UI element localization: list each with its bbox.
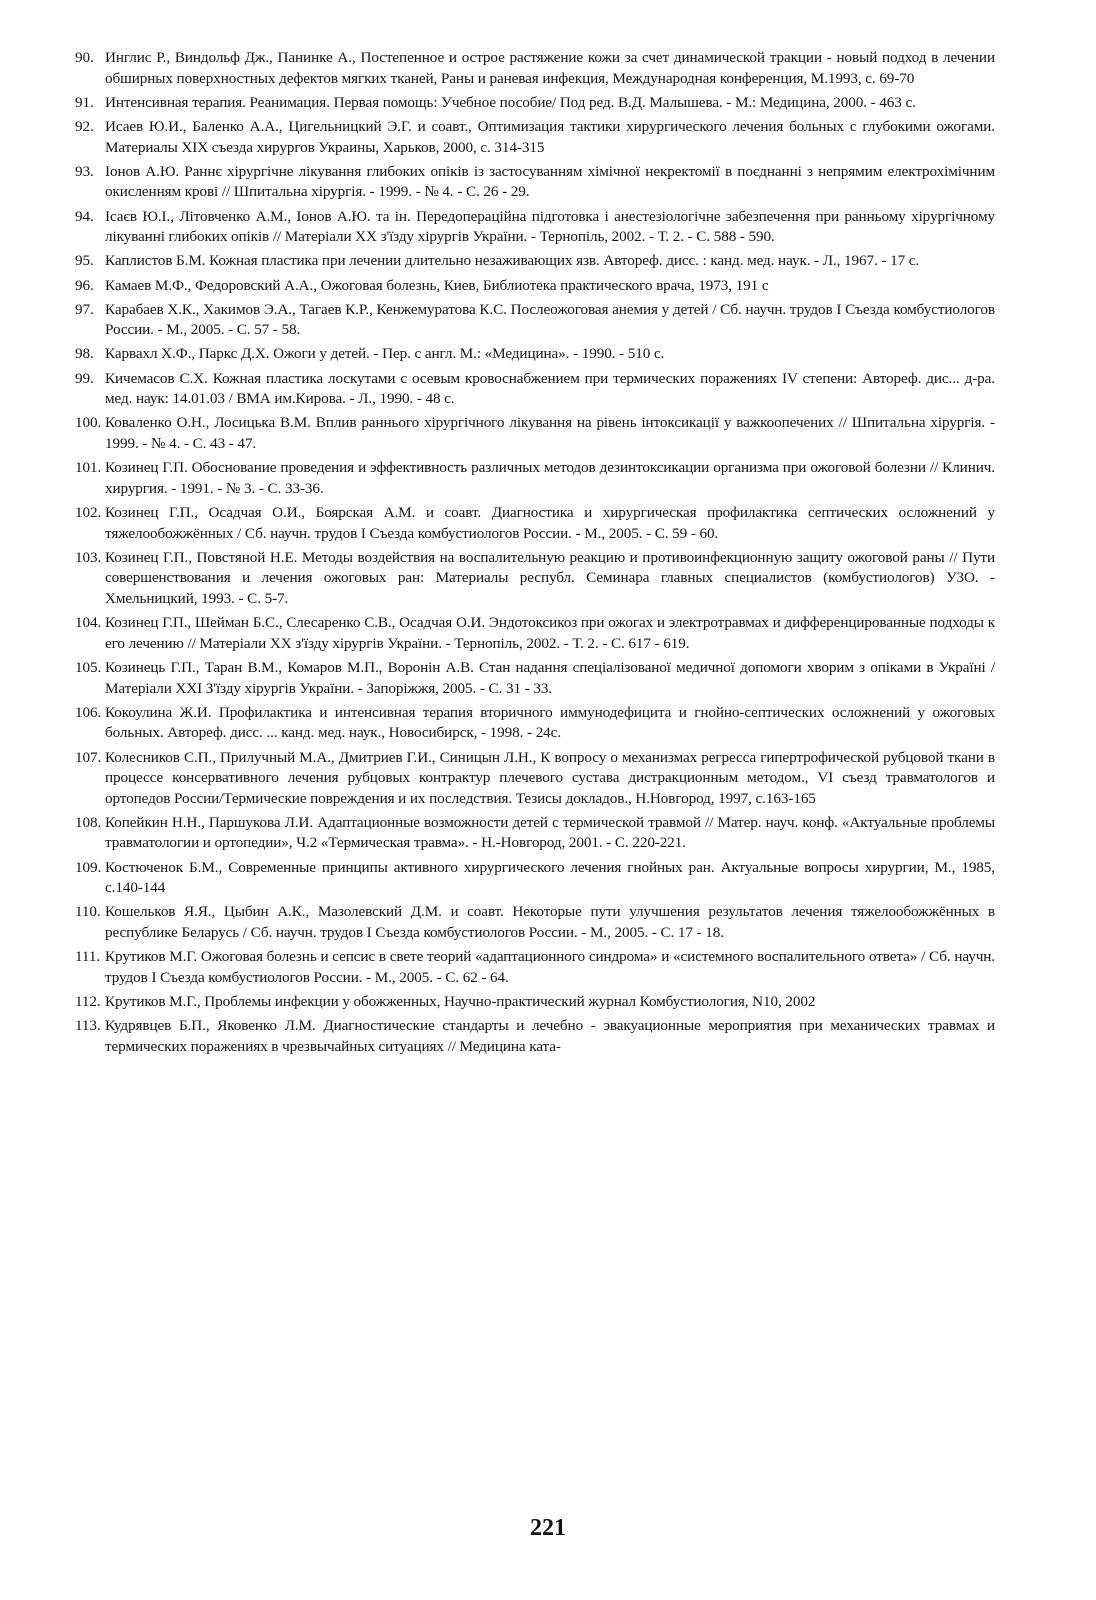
reference-number: 112.	[75, 993, 101, 1010]
reference-number: 111.	[75, 948, 101, 966]
reference-text: Кудрявцев Б.П., Яковенко Л.М. Диагностические стандарты и лечебно - эвакуационные мероприятия при механических травмах и термических поражениях в чрезвычайных ситуациях // Медицина ката-	[105, 1017, 995, 1055]
reference-text: Кошельков Я.Я., Цыбин А.К., Мазолевский Д.М. и соавт. Некоторые пути улучшения результатов лечения тяжелообожжённых в республике Беларусь / Сб. научн. трудов I Съезда комбустиологов России. - М., 2005. - С. 17 - 18.	[105, 903, 995, 942]
reference-text: Карвахл Х.Ф., Паркс Д.Х. Ожоги у детей. - Пер. с англ. М.: «Медицина». - 1990. - 510 с.	[105, 345, 665, 363]
reference-item	[75, 992, 995, 1013]
reference-item	[75, 658, 995, 699]
reference-text: Козинец Г.П., Повстяной Н.Е. Методы воздействия на воспалительную реакцию и противоинфекционную защиту ожоговой раны // Пути совершенствования и лечения ожоговых ран: Материалы республ. Семинара главных специалистов (комбустиологов) УЗО. - Хмельницкий, 1993. - С. 5-7.	[105, 548, 995, 607]
reference-text: Козинец Г.П. Обоснование проведения и эффективность различных методов дезинтоксикации организма при ожоговой болезни // Клинич. хирургия. - 1991. - № 3. - С. 33-36.	[105, 459, 995, 497]
reference-number: 90.	[75, 49, 94, 66]
reference-number: 96.	[75, 276, 94, 294]
reference-number: 97.	[75, 300, 94, 318]
reference-number: 109.	[75, 858, 102, 876]
reference-item	[75, 813, 995, 854]
reference-text: Колесников С.П., Прилучный М.А., Дмитриев Г.И., Синицын Л.Н., К вопросу о механизмах регресса гипертрофической рубцовой ткани в процессе консервативного лечения рубцовых контрактур плечевого сустава дистракционным методом., VI съезд травматологов и ортопедов России/Термические повреждения и их последствия. Тезисы докладов., Н.Новгород, 1997, с.163-165	[105, 748, 995, 807]
reference-text: Костюченок Б.М., Современные принципы активного хирургического лечения гнойных ран. Актуальные вопросы хирургии, М., 1985, с.140-144	[105, 858, 995, 897]
reference-item	[75, 902, 995, 943]
reference-item	[75, 748, 995, 810]
reference-number: 91.	[75, 93, 94, 111]
reference-text: Каплистов Б.М. Кожная пластика при лечении длительно незаживающих язв. Автореф. дисс. : канд. мед. наук. - Л., 1967. - 17 с.	[105, 252, 920, 270]
reference-number: 101.	[75, 459, 102, 477]
reference-text: Кичемасов С.Х. Кожная пластика лоскутами с осевым кровоснабжением при термических поражениях IV степени: Автореф. дис... д-ра. мед. наук: 14.01.03 / ВМА им.Кирова. - Л., 1990. - 48 с.	[105, 369, 995, 408]
reference-item	[75, 413, 995, 454]
reference-text: Ісаєв Ю.І., Літовченко А.М., Іонов А.Ю. та ін. Передопераційна підготовка і анестезіологічне забезпечення при ранньому хірургічному лікуванні глибоких опіків // Матеріали ХХ з'їзду хірургів України. - Тернопіль, 2002. - Т. 2. - С. 588 - 590.	[105, 207, 995, 246]
reference-item	[75, 117, 995, 158]
reference-number: 98.	[75, 345, 94, 363]
reference-number: 104.	[75, 614, 102, 632]
reference-item	[75, 93, 995, 114]
reference-text: Коваленко О.Н., Лосицька В.М. Вплив раннього хірургічного лікування на рівень інтоксикації у важкоопечених // Шпитальна хірургія. - 1999. - № 4. - С. 43 - 47.	[105, 414, 995, 453]
reference-text: Крутиков М.Г. Ожоговая болезнь и сепсис в свете теорий «адаптационного синдрома» и «системного воспалительного ответа» / Сб. научн. трудов I Съезда комбустиологов России. - М., 2005. - С. 62 - 64.	[105, 948, 995, 986]
reference-item	[75, 162, 995, 203]
reference-item	[75, 369, 995, 410]
reference-item	[75, 251, 995, 272]
reference-text: Интенсивная терапия. Реанимация. Первая помощь: Учебное пособие/ Под ред. В.Д. Малышева. - М.: Медицина, 2000. - 463 с.	[105, 93, 916, 111]
reference-number: 105.	[75, 658, 102, 676]
reference-number: 94.	[75, 207, 94, 225]
reference-number: 92.	[75, 117, 94, 135]
reference-item	[75, 503, 995, 544]
reference-item	[75, 548, 995, 610]
reference-item	[75, 48, 995, 89]
reference-list	[75, 48, 995, 1061]
reference-number: 108.	[75, 813, 102, 831]
reference-text: Исаев Ю.И., Баленко А.А., Цигельницкий Э.Г. и соавт., Оптимизация тактики хирургического лечения больных с глубокими ожогами. Материалы XIX съезда хирургов Украины, Харьков, 2000, с. 314-315	[105, 117, 995, 156]
reference-number: 113.	[75, 1017, 101, 1035]
reference-number: 107.	[75, 748, 102, 766]
reference-item	[75, 613, 995, 654]
reference-number: 110.	[75, 903, 101, 921]
reference-item	[75, 276, 995, 297]
reference-text: Іонов А.Ю. Раннє хірургічне лікування глибоких опіків із застосуванням хімічної некректомії в поєднанні з непрямим електрохімічним окисленням крові // Шпитальна хірургія. - 1999. - № 4. - С. 26 - 29.	[105, 162, 995, 201]
reference-text: Козинець Г.П., Таран В.М., Комаров М.П., Воронін А.В. Стан надання спеціалізованої медичної допомоги хворим з опіками в Україні / Матеріали XXI З'їзду хірургів України. - Запоріжжя, 2005. - С. 31 - 33.	[105, 658, 995, 697]
reference-text: Инглис Р., Виндольф Дж., Панинке А., Постепенное и острое растяжение кожи за счет динамической тракции - новый подход в лечении обширных поверхностных дефектов мягких тканей, Раны и раневая инфекция, Международная конференция, М.1993, с. 69-70	[105, 49, 995, 87]
reference-item	[75, 458, 995, 499]
reference-text: Крутиков М.Г., Проблемы инфекции у обожженных, Научно-практический журнал Комбустиология, N10, 2002	[105, 993, 816, 1010]
reference-text: Козинец Г.П., Шейман Б.С., Слесаренко С.В., Осадчая О.И. Эндотоксикоз при ожогах и электротравмах и дифференцированные подходы к его лечению // Матеріали ХХ з'їзду хірургів України. - Тернопіль, 2002. - Т. 2. - С. 617 - 619.	[105, 614, 995, 652]
reference-text: Камаев М.Ф., Федоровский А.А., Ожоговая болезнь, Киев, Библиотека практического врача, 1973, 191 с	[105, 276, 769, 294]
reference-text: Карабаев Х.К., Хакимов Э.А., Тагаев К.Р., Кенжемуратова К.С. Послеожоговая анемия у детей / Сб. научн. трудов I Съезда комбустиологов России. - М., 2005. - С. 57 - 58.	[105, 300, 995, 339]
reference-text: Кокоулина Ж.И. Профилактика и интенсивная терапия вторичного иммунодефицита и гнойно-септических осложнений у ожоговых больных. Автореф. дисс. ... канд. мед. наук., Новосибирск, - 1998. - 24с.	[105, 703, 995, 742]
reference-item	[75, 947, 995, 988]
reference-text: Козинец Г.П., Осадчая О.И., Боярская А.М. и соавт. Диагностика и хирургическая профилактика септических осложнений у тяжелообожжённых / Сб. научн. трудов I Съезда комбустиологов России. - М., 2005. - С. 59 - 60.	[105, 504, 995, 542]
reference-number: 100.	[75, 414, 102, 432]
reference-number: 99.	[75, 369, 94, 387]
reference-item	[75, 300, 995, 341]
reference-item	[75, 207, 995, 248]
reference-number: 95.	[75, 252, 94, 270]
reference-number: 106.	[75, 703, 102, 721]
reference-item	[75, 344, 995, 365]
reference-number: 102.	[75, 504, 102, 521]
reference-item	[75, 1016, 995, 1057]
reference-item	[75, 703, 995, 744]
reference-number: 93.	[75, 162, 94, 180]
page-number: 221	[530, 1515, 566, 1541]
reference-number: 103.	[75, 548, 102, 566]
reference-item	[75, 858, 995, 899]
reference-text: Копейкин Н.Н., Паршукова Л.И. Адаптационные возможности детей с термической травмой // Матер. науч. конф. «Актуальные проблемы травматологии и ортопедии», Ч.2 «Термическая травма». - Н.-Новгород, 2001. - С. 220-221.	[105, 813, 995, 852]
